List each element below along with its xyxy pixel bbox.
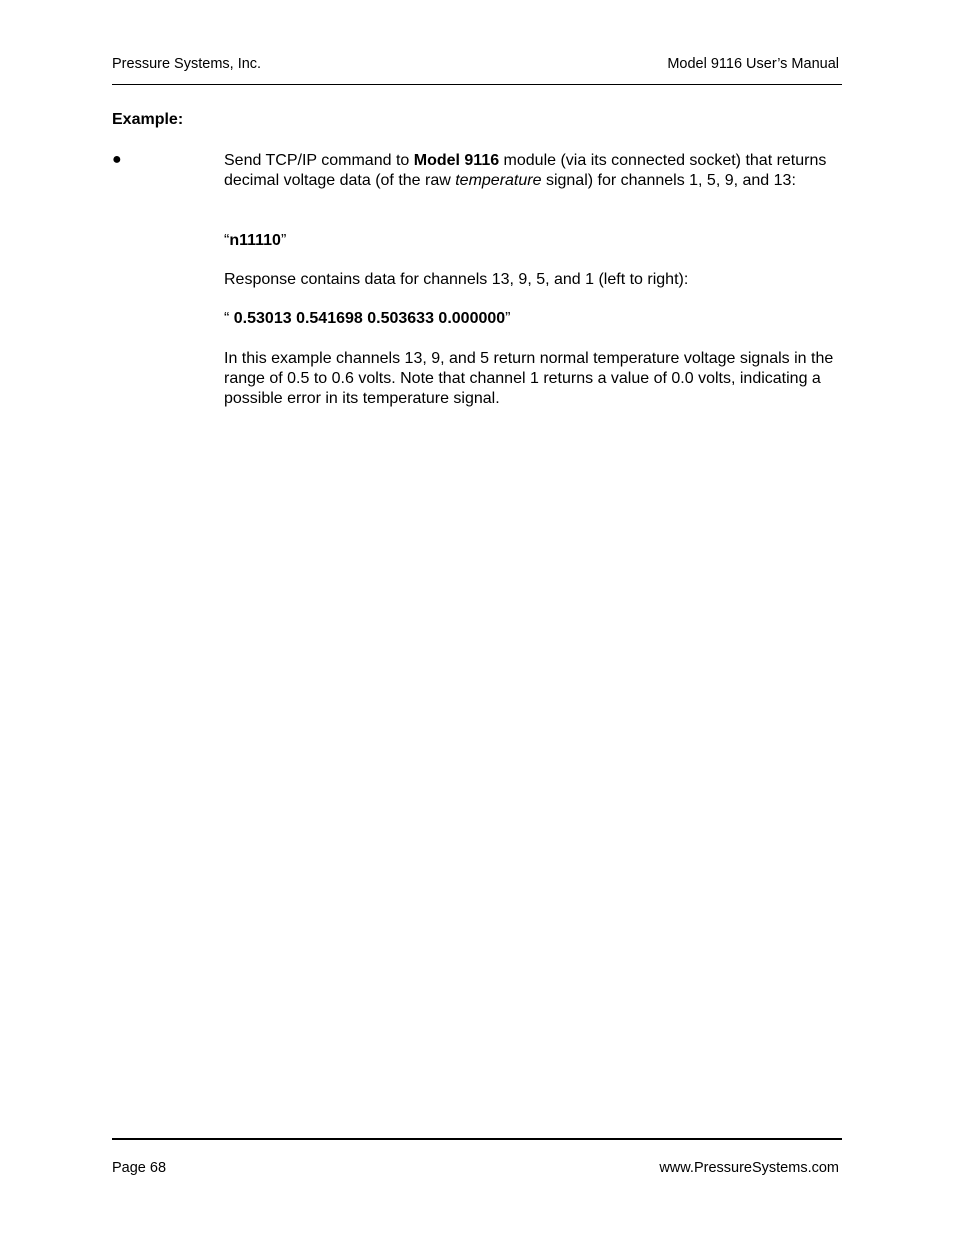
example-heading: Example: xyxy=(112,111,184,128)
response-intro: Response contains data for channels 13, 9, 5, and 1 (left to right): xyxy=(224,271,689,288)
command-close-quote: ” xyxy=(280,232,287,249)
command-text: n11110 xyxy=(229,232,281,249)
model-name: Model 9116 xyxy=(413,152,500,169)
page-number: Page 68 xyxy=(112,1160,167,1176)
header-company: Pressure Systems, Inc. xyxy=(112,56,262,72)
response-open-quote: “ xyxy=(224,310,234,327)
desc-text-2: module (via its connected socket) that returns decimal voltage data (of the raw xyxy=(224,152,827,189)
command-open-quote: “ xyxy=(224,232,230,249)
desc-text-3: signal) for channels 1, 5, 9, and 13: xyxy=(541,172,796,189)
desc-text-1: Send TCP/IP command to xyxy=(224,152,414,169)
bullet-icon: ● xyxy=(112,151,122,168)
response-close-quote: ” xyxy=(505,310,511,327)
footer-divider xyxy=(112,1138,842,1140)
command-description xyxy=(224,151,842,191)
desc-emphasis: temperature xyxy=(455,172,542,189)
response-text: 0.53013 0.541698 0.503633 0.000000 xyxy=(233,310,506,327)
header-manual-title: Model 9116 User’s Manual xyxy=(667,56,839,72)
response-example xyxy=(224,309,842,329)
explanation-paragraph: In this example channels 13, 9, and 5 return normal temperature voltage signals in the range of 0.5 to 0.6 volts. Note that channel 1 returns a value of 0.0 volts, indicating a possible error in its temperature signal. xyxy=(224,350,834,407)
command-example xyxy=(224,231,842,251)
page-header xyxy=(112,55,842,85)
website-link[interactable]: www.PressureSystems.com xyxy=(659,1160,839,1176)
